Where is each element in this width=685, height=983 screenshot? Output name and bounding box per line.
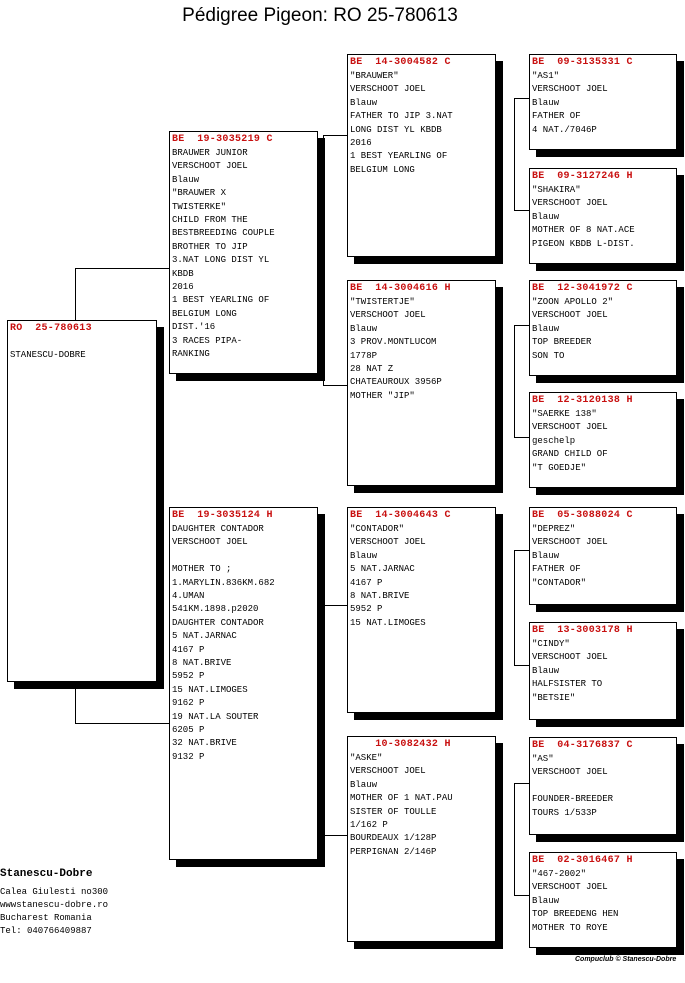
- connector-line: [323, 135, 324, 385]
- breeder-name: Stanescu-Dobre: [0, 868, 93, 880]
- connector-line: [323, 605, 348, 606]
- ring-number: 10-3082432 H: [350, 739, 451, 750]
- detail-line: "AS": [532, 754, 554, 764]
- detail-line: CHATEAUROUX 3956P: [350, 377, 442, 388]
- detail-line: VERSCHOOT JOEL: [172, 161, 248, 172]
- pigeon-details: [530, 638, 676, 705]
- connector-line: [323, 135, 348, 136]
- pigeon-details: [530, 184, 676, 251]
- ring-number: BE 05-3088024 C: [532, 510, 633, 521]
- detail-line: 1 BEST YEARLING OF: [172, 295, 270, 306]
- subject-pigeon-card: [7, 320, 157, 682]
- detail-line: VERSCHOOT JOEL: [532, 767, 608, 778]
- pigeon-details: [530, 868, 676, 935]
- detail-line: [532, 780, 674, 793]
- pigeon-details: [530, 523, 676, 590]
- connector-line: [514, 210, 530, 211]
- detail-line: [172, 550, 315, 563]
- detail-line: VERSCHOOT JOEL: [350, 310, 426, 321]
- detail-line: MOTHER OF 1 NAT.PAU: [350, 793, 453, 804]
- detail-line: Blauw: [172, 174, 200, 185]
- pigeon-details: [348, 523, 495, 630]
- detail-line: 8 NAT.BRIVE: [172, 658, 232, 669]
- breeder-contact: [0, 868, 108, 938]
- detail-line: "ASKE": [350, 753, 383, 763]
- detail-line: 4167 P: [172, 644, 205, 655]
- detail-line: 5952 P: [172, 671, 205, 682]
- dam-dam-card: [347, 736, 496, 942]
- connector-line: [514, 98, 515, 210]
- detail-line: "BRAUWER X: [172, 188, 227, 199]
- ring-number: BE 14-3004616 H: [350, 283, 451, 294]
- dam-sire-card: [347, 507, 496, 713]
- detail-line: STANESCU-DOBRE: [10, 350, 86, 361]
- detail-line: "CONTADOR": [532, 577, 587, 588]
- connector-line: [514, 783, 530, 784]
- detail-line: SISTER OF TOULLE: [350, 806, 437, 817]
- dam-sire-sire-card: [529, 507, 677, 605]
- detail-line: BRAUWER JUNIOR: [172, 148, 248, 158]
- detail-line: "TWISTERTJE": [350, 297, 415, 307]
- detail-line: BELGIUM LONG: [172, 308, 237, 319]
- detail-line: MOTHER TO ;: [172, 564, 232, 575]
- detail-line: 541KM.1898.p2020: [172, 604, 259, 615]
- connector-line: [323, 835, 348, 836]
- ring-number: BE 19-3035219 C: [172, 134, 273, 145]
- sire-sire-card: [347, 54, 496, 257]
- ring-number: BE 14-3004582 C: [350, 57, 451, 68]
- connector-line: [514, 550, 515, 665]
- detail-line: "BRAUWER": [350, 71, 399, 81]
- detail-line: PIGEON KBDB L-DIST.: [532, 238, 635, 249]
- detail-line: FATHER TO JIP 3.NAT: [350, 111, 453, 122]
- detail-line: 2016: [350, 138, 372, 149]
- detail-line: SON TO: [532, 350, 565, 361]
- detail-line: VERSCHOOT JOEL: [532, 198, 608, 209]
- sire-sire-sire-card: [529, 54, 677, 150]
- detail-line: "467-2002": [532, 869, 587, 879]
- detail-line: 5 NAT.JARNAC: [350, 564, 415, 575]
- detail-line: geschelp: [532, 435, 576, 446]
- detail-line: FATHER OF: [532, 564, 581, 575]
- connector-line: [514, 325, 515, 437]
- detail-line: BROTHER TO JIP: [172, 241, 248, 252]
- detail-line: Blauw: [532, 895, 560, 906]
- ring-number: BE 12-3041972 C: [532, 283, 633, 294]
- detail-line: DAUGHTER CONTADOR: [172, 524, 264, 534]
- detail-line: VERSCHOOT JOEL: [350, 537, 426, 548]
- connector-line: [514, 437, 530, 438]
- detail-line: "SHAKIRA": [532, 185, 581, 195]
- connector-line: [514, 783, 515, 895]
- detail-line: VERSCHOOT JOEL: [532, 537, 608, 548]
- address-line: Calea Giulesti no300: [0, 887, 109, 897]
- detail-line: VERSCHOOT JOEL: [350, 766, 426, 777]
- detail-line: 32 NAT.BRIVE: [172, 738, 237, 749]
- credit-text: Compuclub © Stanescu-Dobre: [575, 956, 677, 963]
- detail-line: MOTHER "JIP": [350, 390, 415, 401]
- detail-line: TWISTERKE": [172, 201, 227, 212]
- detail-line: 9162 P: [172, 698, 205, 709]
- detail-line: VERSCHOOT JOEL: [532, 422, 608, 433]
- detail-line: 4 NAT./7046P: [532, 124, 597, 135]
- detail-line: HALFSISTER TO: [532, 679, 603, 690]
- ring-number: BE 14-3004643 C: [350, 510, 451, 521]
- detail-line: VERSCHOOT JOEL: [532, 882, 608, 893]
- connector-line: [75, 680, 76, 723]
- detail-line: Blauw: [350, 323, 378, 334]
- sire-dam-sire-card: [529, 280, 677, 376]
- detail-line: 5952 P: [350, 604, 383, 615]
- detail-line: VERSCHOOT JOEL: [172, 537, 248, 548]
- detail-line: VERSCHOOT JOEL: [350, 84, 426, 95]
- detail-line: Blauw: [350, 779, 378, 790]
- connector-line: [75, 268, 76, 323]
- detail-line: "CINDY": [532, 639, 570, 649]
- pigeon-details: [170, 523, 317, 764]
- detail-line: BELGIUM LONG: [350, 164, 415, 175]
- detail-line: 28 NAT Z: [350, 364, 394, 375]
- detail-line: 3 PROV.MONTLUCOM: [350, 337, 437, 348]
- ring-number: BE 09-3127246 H: [532, 171, 633, 182]
- pigeon-details: [530, 753, 676, 820]
- sire-dam-dam-card: [529, 392, 677, 488]
- detail-line: TOURS 1/533P: [532, 807, 597, 818]
- connector-line: [323, 605, 324, 835]
- pigeon-details: [348, 296, 495, 403]
- detail-line: 1.MARYLIN.836KM.682: [172, 577, 275, 588]
- sire-dam-card: [347, 280, 496, 486]
- connector-line: [514, 98, 530, 99]
- connector-line: [323, 385, 348, 386]
- detail-line: MOTHER OF 8 NAT.ACE: [532, 225, 635, 236]
- detail-line: "T GOEDJE": [532, 462, 587, 473]
- detail-line: 6205 P: [172, 725, 205, 736]
- city-line: Bucharest Romania: [0, 913, 92, 923]
- detail-line: MOTHER TO ROYE: [532, 922, 608, 933]
- detail-line: Blauw: [532, 550, 560, 561]
- ring-number: BE 09-3135331 C: [532, 57, 633, 68]
- detail-line: PERPIGNAN 2/146P: [350, 846, 437, 857]
- ring-number: BE 12-3120138 H: [532, 395, 633, 406]
- detail-line: Blauw: [350, 97, 378, 108]
- ring-number: BE 19-3035124 H: [172, 510, 273, 521]
- detail-line: Blauw: [532, 323, 560, 334]
- connector-line: [514, 895, 530, 896]
- dam-dam-dam-card: [529, 852, 677, 948]
- pigeon-details: [530, 70, 676, 137]
- pigeon-details: [530, 408, 676, 475]
- dam-card: [169, 507, 318, 860]
- detail-line: Blauw: [532, 665, 560, 676]
- detail-line: "BETSIE": [532, 692, 576, 703]
- sire-sire-dam-card: [529, 168, 677, 264]
- detail-line: BOURDEAUX 1/128P: [350, 833, 437, 844]
- detail-line: VERSCHOOT JOEL: [532, 84, 608, 95]
- detail-line: "ZOON APOLLO 2": [532, 297, 614, 307]
- pigeon-details: [8, 336, 156, 363]
- phone-line: Tel: 040766409887: [0, 926, 92, 936]
- sire-card: [169, 131, 318, 374]
- detail-line: 15 NAT.LIMOGES: [172, 684, 248, 695]
- detail-line: 15 NAT.LIMOGES: [350, 617, 426, 628]
- detail-line: RANKING: [172, 349, 210, 360]
- pigeon-details: [530, 296, 676, 363]
- detail-line: TOP BREEDENG HEN: [532, 909, 619, 920]
- detail-line: "AS1": [532, 71, 560, 81]
- detail-line: BESTBREEDING COUPLE: [172, 228, 275, 239]
- detail-line: 19 NAT.LA SOUTER: [172, 711, 259, 722]
- detail-line: CHILD FROM THE: [172, 215, 248, 226]
- detail-line: 2016: [172, 282, 194, 293]
- page-title: Pédigree Pigeon: RO 25-780613: [182, 5, 458, 26]
- detail-line: FOUNDER-BREEDER: [532, 794, 614, 805]
- ring-number: BE 02-3016467 H: [532, 855, 633, 866]
- pigeon-details: [170, 147, 317, 362]
- detail-line: 1 BEST YEARLING OF: [350, 151, 448, 162]
- detail-line: [10, 336, 154, 349]
- detail-line: 4.UMAN: [172, 591, 205, 602]
- detail-line: LONG DIST YL KBDB: [350, 124, 442, 135]
- detail-line: 1778P: [350, 350, 378, 361]
- dam-sire-dam-card: [529, 622, 677, 720]
- detail-line: 9132 P: [172, 751, 205, 762]
- detail-line: 4167 P: [350, 577, 383, 588]
- detail-line: TOP BREEDER: [532, 337, 592, 348]
- detail-line: VERSCHOOT JOEL: [532, 310, 608, 321]
- ring-number: RO 25-780613: [10, 323, 92, 334]
- dam-dam-sire-card: [529, 737, 677, 835]
- detail-line: GRAND CHILD OF: [532, 449, 608, 460]
- detail-line: FATHER OF: [532, 111, 581, 122]
- detail-line: KBDB: [172, 268, 194, 279]
- detail-line: 3 RACES PIPA-: [172, 335, 243, 346]
- detail-line: "SAERKE 138": [532, 409, 597, 419]
- detail-line: Blauw: [350, 550, 378, 561]
- pigeon-details: [348, 752, 495, 859]
- detail-line: 3.NAT LONG DIST YL: [172, 255, 270, 266]
- connector-line: [514, 665, 530, 666]
- website-line: wwwstanescu-dobre.ro: [0, 900, 109, 910]
- ring-number: BE 13-3003178 H: [532, 625, 633, 636]
- connector-line: [514, 325, 530, 326]
- detail-line: VERSCHOOT JOEL: [532, 652, 608, 663]
- detail-line: "DEPREZ": [532, 524, 576, 534]
- detail-line: 1/162 P: [350, 820, 388, 831]
- pigeon-details: [348, 70, 495, 177]
- connector-line: [75, 268, 170, 269]
- connector-line: [75, 723, 170, 724]
- detail-line: 8 NAT.BRIVE: [350, 591, 410, 602]
- detail-line: Blauw: [532, 211, 560, 222]
- connector-line: [514, 550, 530, 551]
- detail-line: 5 NAT.JARNAC: [172, 631, 237, 642]
- ring-number: BE 04-3176837 C: [532, 740, 633, 751]
- detail-line: DIST.'16: [172, 322, 216, 333]
- detail-line: "CONTADOR": [350, 524, 405, 534]
- detail-line: Blauw: [532, 97, 560, 108]
- detail-line: DAUGHTER CONTADOR: [172, 617, 264, 628]
